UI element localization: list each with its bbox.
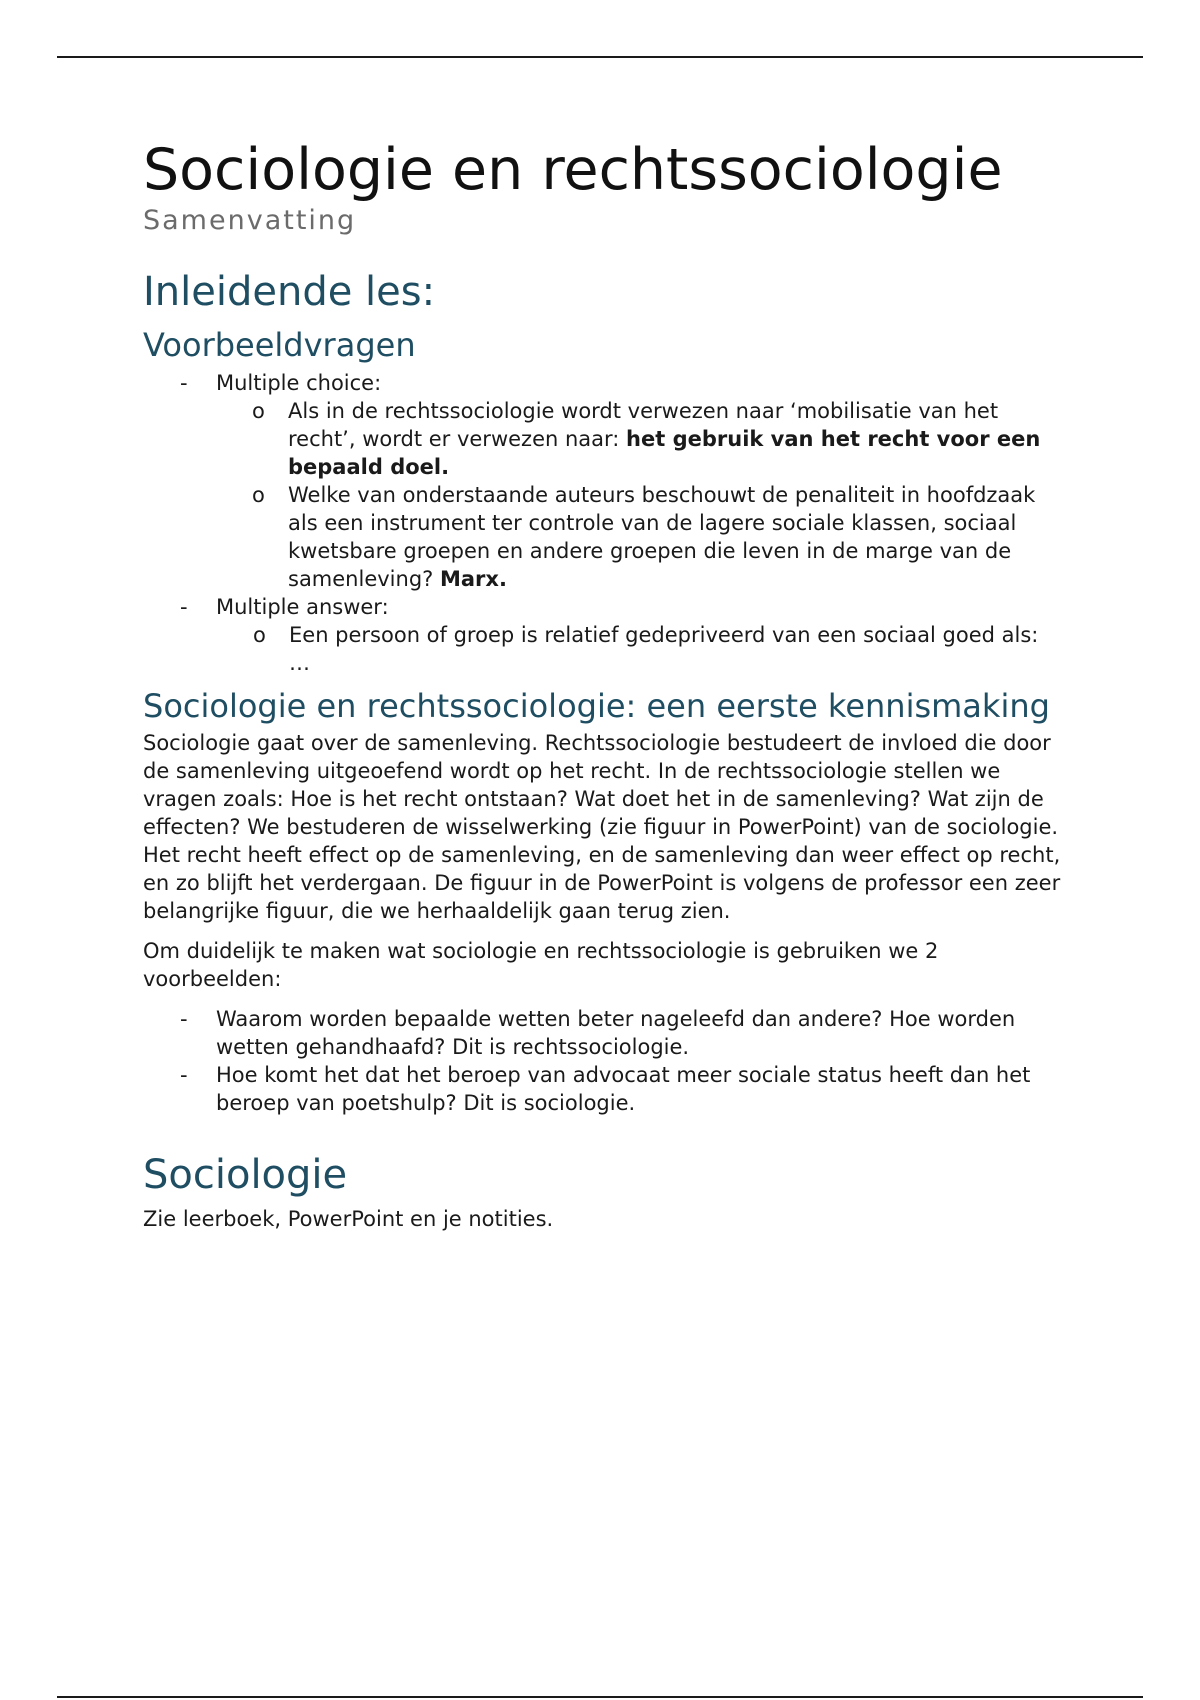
list-item [216,621,1063,677]
dash-bullet: - [180,1062,188,1087]
paragraph-sociologie: Zie leerboek, PowerPoint en je notities. [143,1206,554,1231]
list-item [143,593,1063,677]
group-label-multiple-answer: Multiple answer: [216,594,389,619]
top-rule [57,56,1143,58]
example-text: Waarom worden bepaalde wetten beter nageleefd dan andere? Hoe worden wetten gehandhaafd? Dit is rechtssociologie. [216,1006,1016,1059]
question-text: Een persoon of groep is relatief gedepriveerd van een sociaal goed als: … [289,622,1039,675]
sub-question-list [216,621,1063,677]
heading-inleidende-les: Inleidende les: [143,269,436,316]
heading-voorbeeldvragen: Voorbeeldvragen [143,326,416,365]
document-body [143,136,1063,1245]
circle-bullet: o [252,482,265,507]
list-item [215,397,1063,481]
example-list [143,1005,1063,1117]
group-label-multiple-choice: Multiple choice: [216,370,382,395]
paragraph-kennismaking: Sociologie gaat over de samenleving. Rechtssociologie bestudeert de invloed die door de samenleving uitgeoefend wordt op het recht. In de rechtssociologie stellen we vragen zoals: Hoe is het recht ontstaan? Wat doet het in de samenleving? Wat zijn de effecten? We bestuderen de wisselwerking (zie figuur in PowerPoint) van de sociologie. Het recht heeft effect op de samenleving, en de samenleving dan weer effect op recht, en zo blijft het verdergaan. De figuur in de PowerPoint is volgens de professor een zeer belangrijke figuur, die we herhaaldelijk gaan terug zien. [143,730,1061,923]
heading-kennismaking: Sociologie en rechtssociologie: een eerste kennismaking [143,686,1050,725]
list-item [143,1061,1063,1117]
dash-bullet: - [180,370,188,395]
example-text: Hoe komt het dat het beroep van advocaat meer sociale status heeft dan het beroep van poetshulp? Dit is sociologie. [216,1062,1031,1115]
dash-bullet: - [180,594,188,619]
document-subtitle: Samenvatting [143,205,357,237]
list-item [215,481,1063,593]
question-list [143,369,1063,677]
list-item [143,369,1063,593]
sub-question-list [215,397,1063,593]
bottom-rule [57,1696,1143,1698]
dash-bullet: - [180,1006,188,1031]
question-text: Als in de rechtssociologie wordt verwezen naar ‘mobilisatie van het recht’, wordt er verwezen naar: [288,398,999,451]
paragraph-voorbeelden-intro: Om duidelijk te maken wat sociologie en rechtssociologie is gebruiken we 2 voorbeelden: [143,938,939,991]
heading-sociologie: Sociologie [143,1151,348,1198]
question-answer: Marx. [439,566,507,591]
document-title: Sociologie en rechtssociologie [143,137,1003,203]
question-text: Welke van onderstaande auteurs beschouwt de penaliteit in hoofdzaak als een instrument ter controle van de lagere sociale klassen, sociaal kwetsbare groepen en andere groepen die leven in de marge van de samenleving? [288,482,1036,591]
circle-bullet: o [252,398,265,423]
list-item [143,1005,1063,1061]
question-answer: het gebruik van het recht voor een bepaald doel. [288,426,1041,479]
circle-bullet: o [253,622,266,647]
